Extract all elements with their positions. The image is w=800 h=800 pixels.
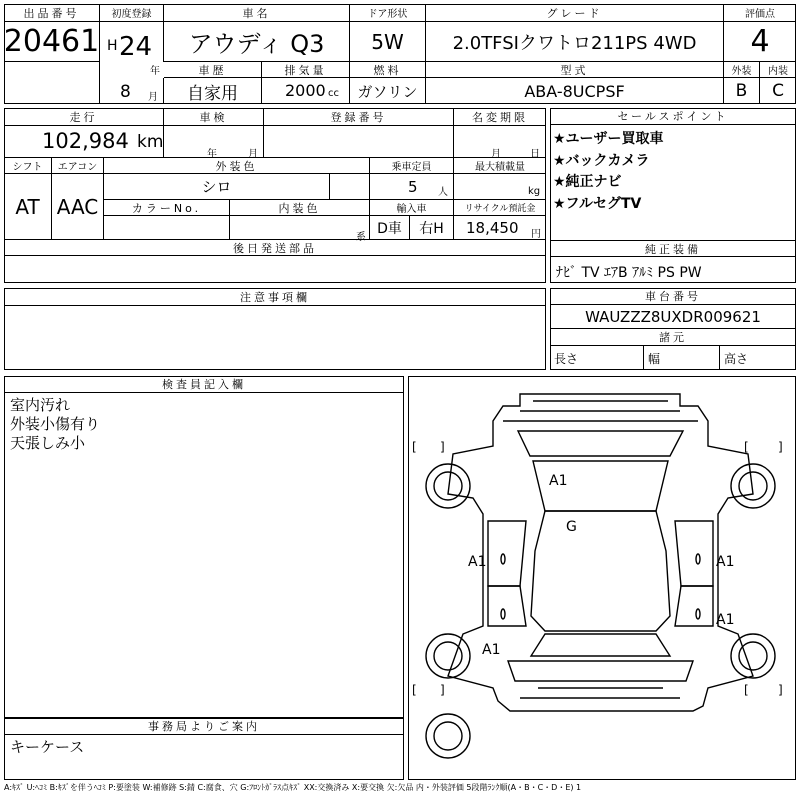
handle-rf (696, 554, 700, 564)
grade: 2.0TFSIクワトロ211PS 4WD (426, 22, 724, 62)
fuel-label: 燃料 (350, 62, 426, 78)
int-color-cell (230, 216, 370, 240)
ext-color-extra (330, 174, 370, 200)
sales-points: ★ユーザー買取車 ★バックカメラ ★純正ナビ ★フルセグTV (553, 131, 664, 212)
right-rear-door (675, 586, 713, 626)
color-no-label: カラーNo. (104, 200, 230, 216)
spare-wheel (426, 714, 470, 758)
mileage-label: 走行 (4, 108, 164, 126)
history: 自家用 (164, 78, 262, 104)
hood (518, 431, 683, 456)
chassis-label: 車台番号 (550, 288, 796, 305)
wheel-rear-left-inner (434, 642, 462, 670)
fuel: ガソリン (350, 78, 426, 104)
lot-empty-cell (4, 62, 100, 104)
notes-label: 注意事項欄 (4, 288, 546, 306)
recycle-unit: 円 (531, 229, 541, 240)
spec-length-cell (550, 346, 644, 370)
recycle: 18,450 (466, 219, 519, 237)
right-front-door (675, 521, 713, 586)
import-h: 右H (410, 216, 454, 240)
door-type: 5W (350, 22, 426, 62)
lot-number: 20461 (4, 22, 100, 62)
score-label: 評価点 (724, 4, 796, 22)
nc-month-unit: 月 (491, 149, 501, 160)
spec-length: 長さ (554, 351, 579, 366)
import-d: D車 (370, 216, 410, 240)
handle-lr (501, 609, 505, 619)
door-label: ドア形状 (350, 4, 426, 22)
bracket-open-4: [ (744, 683, 749, 697)
front-bumper (503, 401, 698, 421)
score: 4 (724, 22, 796, 62)
wheel-rear-right (731, 634, 775, 678)
mark-right-front: A1 (716, 554, 735, 570)
left-rear-door (488, 586, 526, 626)
spec-height-cell (720, 346, 796, 370)
mileage-unit: km (137, 132, 164, 152)
left-front-door (488, 521, 526, 586)
reg-no-label: 登録番号 (264, 108, 454, 126)
bracket-close-4: ] (778, 683, 783, 697)
first-reg-label: 初度登録 (100, 4, 164, 22)
shift: AT (4, 174, 52, 240)
recycle-label: リサイクル預託金 (454, 200, 546, 216)
trunk (508, 661, 693, 681)
name-change-label: 名変期限 (454, 108, 546, 126)
handle-lf (501, 554, 505, 564)
year-unit: 年 (150, 66, 160, 77)
bracket-open-2: [ (744, 440, 749, 454)
mark-hood: A1 (549, 473, 568, 489)
insp-year-unit: 年 (207, 149, 217, 160)
spare-wheel-inner (434, 722, 462, 750)
office-text: キーケース (10, 738, 85, 756)
car-name-label: 車名 (164, 4, 350, 22)
month-unit: 月 (148, 92, 158, 103)
inspector-text: 室内汚れ 外装小傷有り 天張しみ小 (10, 396, 101, 452)
car-name: アウディ Q3 (164, 22, 350, 62)
exterior-grade: B (724, 78, 760, 104)
spec-width-cell (644, 346, 720, 370)
nc-day-unit: 日 (530, 149, 540, 160)
ext-color: シロ (104, 174, 330, 200)
specs-label: 諸元 (550, 329, 796, 346)
lot-label: 出品番号 (4, 4, 100, 22)
model: ABA-8UCPSF (426, 78, 724, 104)
rear-window (531, 634, 670, 656)
history-label: 車歴 (164, 62, 262, 78)
exterior-label: 外装 (724, 62, 760, 78)
bracket-open-3: [ (412, 683, 417, 697)
car-outline (426, 394, 775, 758)
grade-label: グレード (426, 4, 724, 22)
first-reg-year: 24 (119, 32, 153, 62)
rear-bumper (520, 688, 680, 698)
shift-label: シフト (4, 158, 52, 174)
import-label: 輸入車 (370, 200, 454, 216)
mark-right-rear: A1 (716, 612, 735, 628)
sales-label: セールスポイント (550, 108, 796, 125)
wheel-rear-right-inner (739, 642, 767, 670)
car-diagram (408, 376, 796, 780)
ac-label: エアコン (52, 158, 104, 174)
displacement-label: 排気量 (262, 62, 350, 78)
later-parts-label: 後日発送部品 (4, 240, 546, 256)
capacity: 5 (408, 178, 418, 196)
ac: AAC (52, 174, 104, 240)
handle-rr (696, 609, 700, 619)
displacement: 2000 (285, 81, 326, 100)
displacement-unit: cc (328, 88, 339, 99)
mark-roof: G (566, 519, 577, 535)
era: H (107, 38, 118, 54)
chassis-number: WAUZZZ8UXDR009621 (550, 305, 796, 329)
load-unit: kg (528, 186, 541, 197)
damage-marks (468, 473, 734, 658)
capacity-label: 乗車定員 (370, 158, 454, 174)
bracket-close-3: ] (440, 683, 445, 697)
reg-no-cell (264, 126, 454, 158)
wheel-front-right (731, 464, 775, 508)
later-parts-cell (4, 256, 546, 283)
legend: A:ｷｽﾞ U:ﾍｺﾐ B:ｷｽﾞを伴うﾍｺﾐ P:要塗装 W:補修跡 S:錆 C:腐食、穴 G:ﾌﾛﾝﾄｶﾞﾗｽ点ｷｽﾞ XX:交換済み X:要交換 欠:欠品 内・外装評価 5段階ﾗﾝｸ順(A・B・C・D・E) 1 (4, 783, 582, 792)
insp-month-unit: 月 (248, 149, 258, 160)
inspection-label: 車検 (164, 108, 264, 126)
wheel-rear-left (426, 634, 470, 678)
mark-left-rear: A1 (482, 642, 501, 658)
interior-label: 内装 (760, 62, 796, 78)
int-color-unit: 系 (356, 232, 366, 243)
office-label: 事務局よりご案内 (4, 718, 404, 735)
equipment-label: 純正装備 (550, 240, 796, 257)
mark-left-front: A1 (468, 554, 487, 570)
capacity-unit: 人 (438, 187, 448, 198)
load-label: 最大積載量 (454, 158, 546, 174)
spec-width: 幅 (648, 351, 661, 366)
color-no-cell (104, 216, 230, 240)
equipment: ﾅﾋﾞ TV ｴｱB ｱﾙﾐ PS PW (556, 265, 702, 281)
wheel-front-left (426, 464, 470, 508)
interior-grade: C (772, 81, 784, 101)
inspector-label: 検査員記入欄 (4, 376, 404, 393)
car-body-outline (448, 394, 753, 711)
bracket-open-1: [ (412, 440, 417, 454)
model-label: 型式 (426, 62, 724, 78)
first-reg-month: 8 (120, 82, 131, 102)
ext-color-label: 外装色 (104, 158, 370, 174)
roof (531, 511, 670, 631)
bracket-close-1: ] (440, 440, 445, 454)
spec-height: 高さ (724, 351, 749, 366)
wheel-front-right-inner (739, 472, 767, 500)
int-color-label: 内装色 (230, 200, 370, 216)
wheel-front-left-inner (434, 472, 462, 500)
bracket-close-2: ] (778, 440, 783, 454)
mileage: 102,984 (42, 129, 129, 153)
